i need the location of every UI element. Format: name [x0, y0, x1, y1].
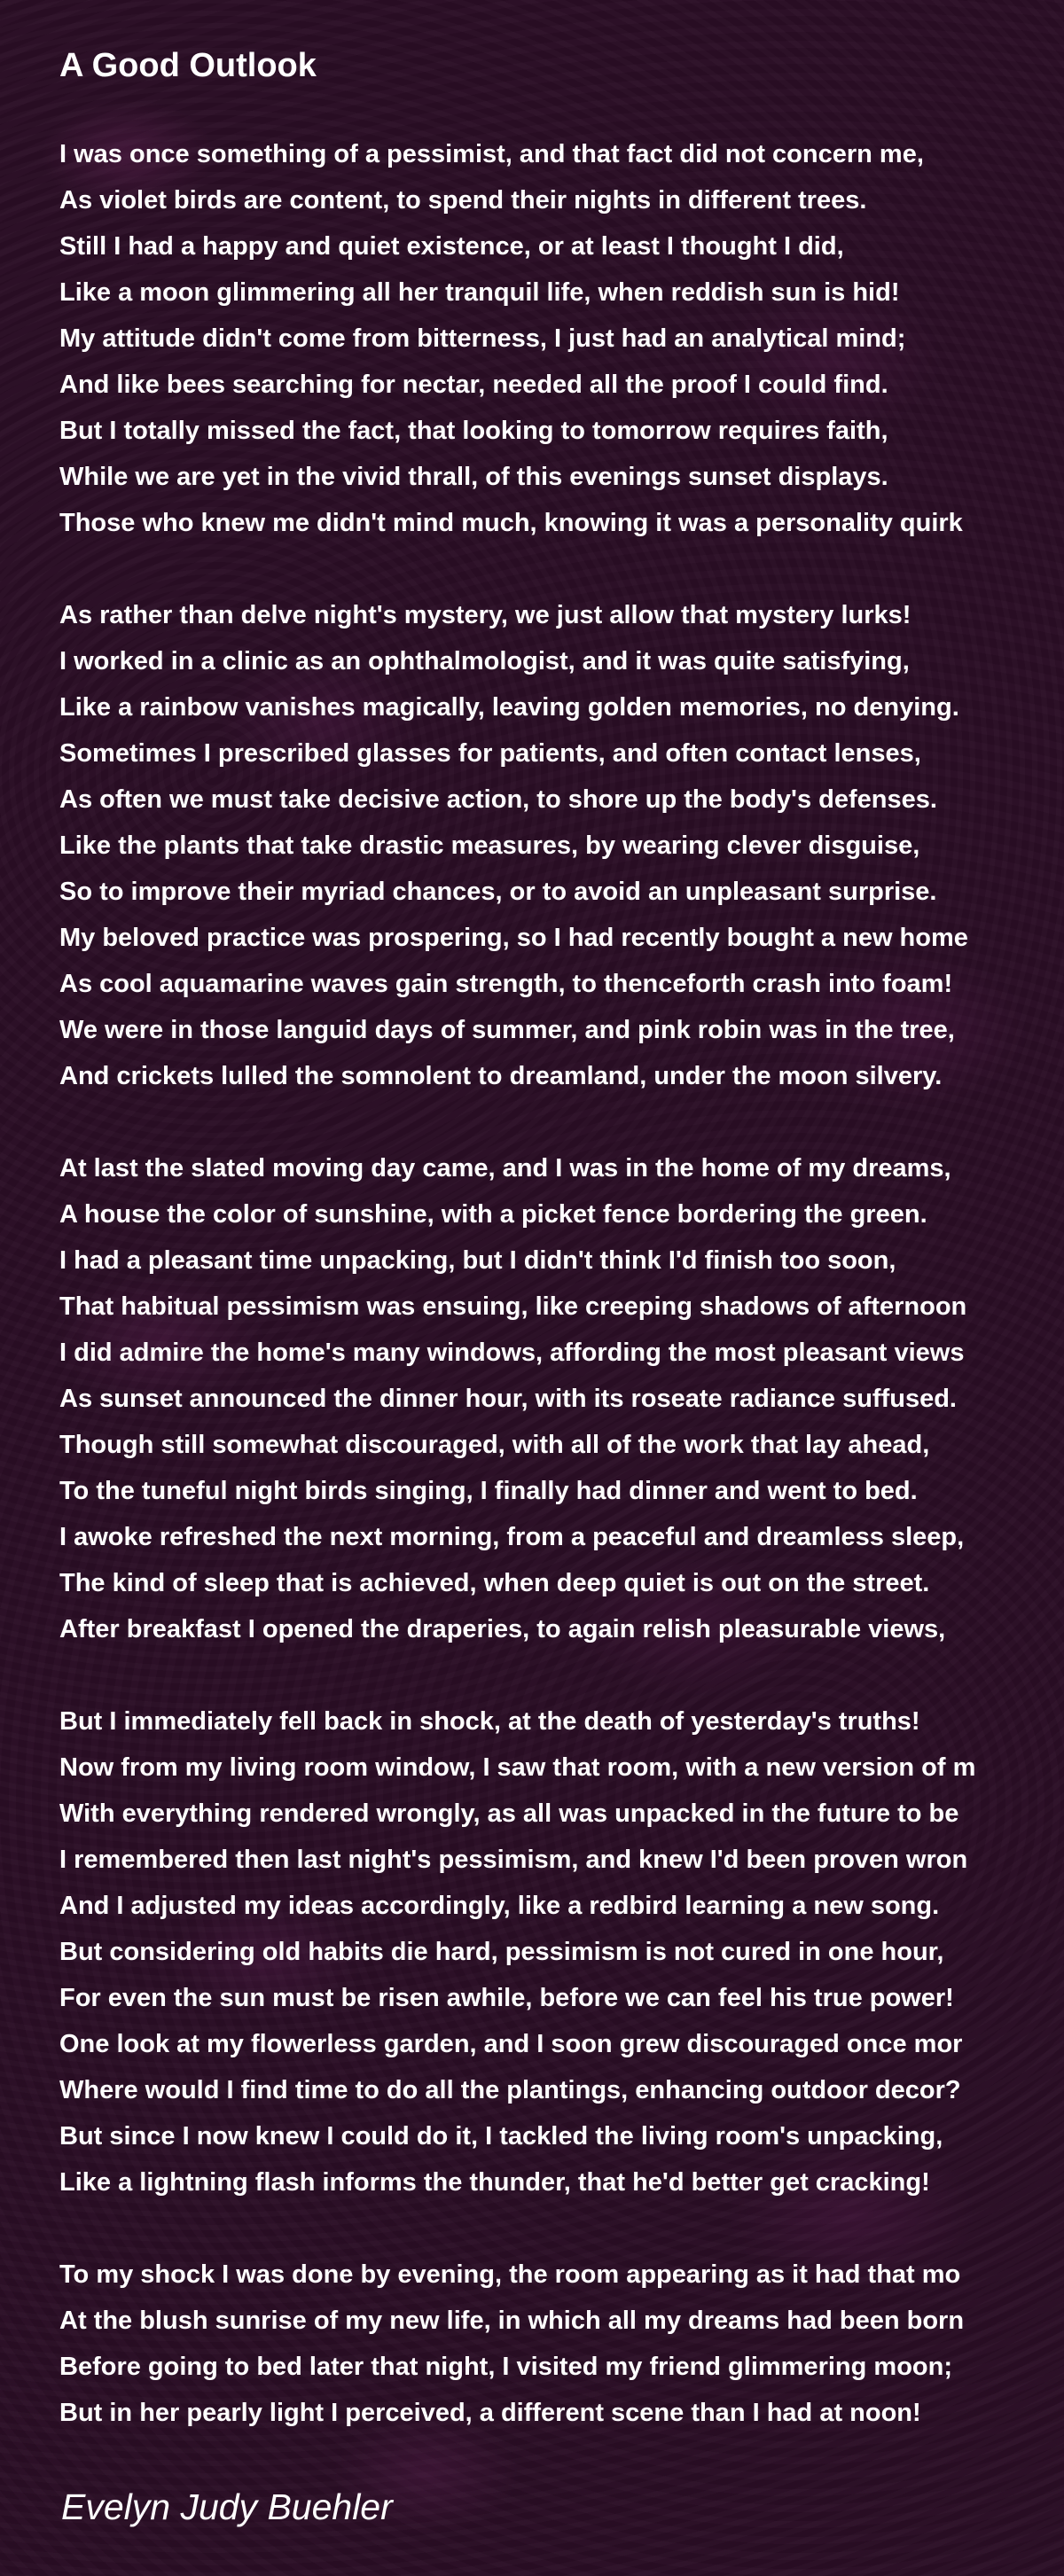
poem-line: And crickets lulled the somnolent to dreamland, under the moon silvery.: [59, 1062, 943, 1090]
poem-line: But I totally missed the fact, that looking to tomorrow requires faith,: [59, 417, 888, 445]
poem-title: A Good Outlook: [59, 47, 317, 84]
poem-line: Like a moon glimmering all her tranquil life, when reddish sun is hid!: [59, 278, 900, 307]
poem-line: Still I had a happy and quiet existence, or at least I thought I did,: [59, 232, 844, 261]
poem-line: For even the sun must be risen awhile, before we can feel his true power!: [59, 1984, 954, 2012]
poem-line: While we are yet in the vivid thrall, of this evenings sunset displays.: [59, 463, 888, 491]
poem-line: As cool aquamarine waves gain strength, to thenceforth crash into foam!: [59, 970, 953, 998]
poem-line: Those who knew me didn't mind much, knowing it was a personality quirk: [59, 509, 963, 537]
poem-line: I remembered then last night's pessimism, and knew I'd been proven wron: [59, 1846, 968, 1874]
poem-line: I had a pleasant time unpacking, but I didn't think I'd finish too soon,: [59, 1246, 896, 1275]
poem-line: I worked in a clinic as an ophthalmologist, and it was quite satisfying,: [59, 647, 910, 675]
poem-line: I was once something of a pessimist, and that fact did not concern me,: [59, 140, 924, 168]
poem-line: As violet birds are content, to spend their nights in different trees.: [59, 186, 867, 215]
poem-line: But I immediately fell back in shock, at the death of yesterday's truths!: [59, 1707, 920, 1736]
poem-line: I did admire the home's many windows, affording the most pleasant views: [59, 1339, 965, 1367]
poem-line: A house the color of sunshine, with a picket fence bordering the green.: [59, 1200, 927, 1229]
poem-line: At last the slated moving day came, and I was in the home of my dreams,: [59, 1154, 951, 1183]
poem-line: Like the plants that take drastic measures, by wearing clever disguise,: [59, 831, 920, 860]
poem-line: As often we must take decisive action, to shore up the body's defenses.: [59, 785, 937, 814]
poem-line: But considering old habits die hard, pessimism is not cured in one hour,: [59, 1938, 944, 1966]
poem-line: My beloved practice was prospering, so I had recently bought a new home: [59, 924, 968, 952]
poem-line: Sometimes I prescribed glasses for patients, and often contact lenses,: [59, 739, 921, 768]
poem-line: We were in those languid days of summer, and pink robin was in the tree,: [59, 1016, 955, 1044]
stanza: [59, 1145, 1064, 1652]
poem-line: The kind of sleep that is achieved, when deep quiet is out on the street.: [59, 1569, 930, 1597]
poem-line: Before going to bed later that night, I visited my friend glimmering moon;: [59, 2353, 952, 2381]
poem-line: Now from my living room window, I saw that room, with a new version of m: [59, 1753, 976, 1782]
stanza: [59, 131, 1064, 546]
poem-line: To the tuneful night birds singing, I finally had dinner and went to bed.: [59, 1477, 918, 1505]
poem-line: Where would I find time to do all the plantings, enhancing outdoor decor?: [59, 2076, 961, 2104]
poem-line: Though still somewhat discouraged, with all of the work that lay ahead,: [59, 1431, 930, 1459]
poem-line: With everything rendered wrongly, as all was unpacked in the future to be: [59, 1799, 959, 1828]
poem-line: And like bees searching for nectar, needed all the proof I could find.: [59, 371, 888, 399]
poem-line: But since I now knew I could do it, I tackled the living room's unpacking,: [59, 2122, 943, 2151]
poem-line: Like a rainbow vanishes magically, leaving golden memories, no denying.: [59, 693, 959, 722]
poem-line: As sunset announced the dinner hour, with its roseate radiance suffused.: [59, 1385, 957, 1413]
stanza: [59, 1698, 1064, 2205]
poem-line: At the blush sunrise of my new life, in which all my dreams had been born: [59, 2307, 965, 2335]
poem-line: As rather than delve night's mystery, we just allow that mystery lurks!: [59, 601, 911, 629]
stanza: [59, 2252, 1064, 2436]
stanza: [59, 592, 1064, 1099]
poem-line: One look at my flowerless garden, and I soon grew discouraged once mor: [59, 2030, 963, 2058]
poem-line: That habitual pessimism was ensuing, like creeping shadows of afternoon: [59, 1292, 967, 1321]
poem-line: After breakfast I opened the draperies, to again relish pleasurable views,: [59, 1615, 946, 1643]
poem-line: And I adjusted my ideas accordingly, like a redbird learning a new song.: [59, 1892, 940, 1920]
poem-line: My attitude didn't come from bitterness, I just had an analytical mind;: [59, 324, 906, 353]
poem-line: But in her pearly light I perceived, a different scene than I had at noon!: [59, 2399, 921, 2427]
poem-author: Evelyn Judy Buehler: [61, 2486, 393, 2527]
poem-line: Like a lightning flash informs the thunder, that he'd better get cracking!: [59, 2168, 930, 2197]
poem-body: [59, 131, 1064, 2482]
poem-line: So to improve their myriad chances, or to avoid an unpleasant surprise.: [59, 878, 937, 906]
poem-line: I awoke refreshed the next morning, from a peaceful and dreamless sleep,: [59, 1523, 965, 1551]
poem-line: To my shock I was done by evening, the room appearing as it had that mo: [59, 2260, 961, 2289]
